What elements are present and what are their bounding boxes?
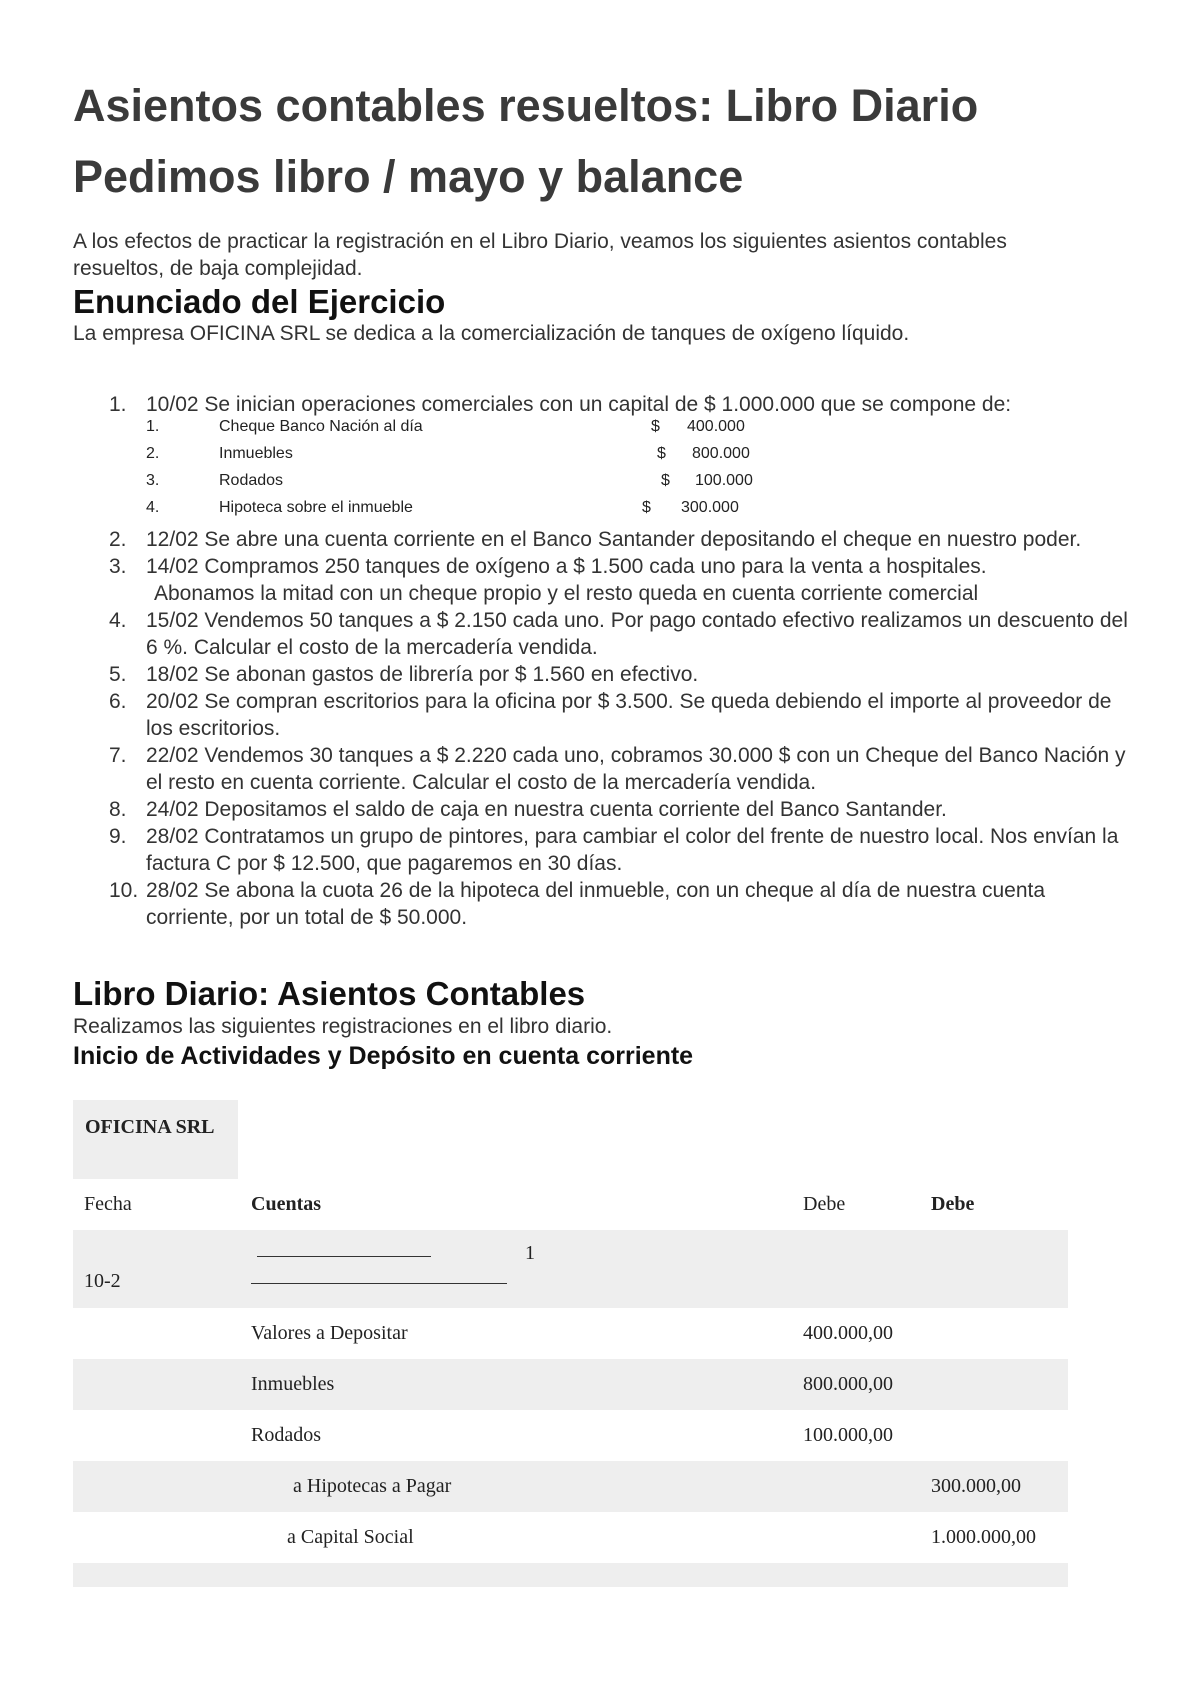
sub-item-currency: $ bbox=[642, 499, 651, 516]
entry-header-row bbox=[73, 1230, 1068, 1308]
diario-subheading: Inicio de Actividades y Depósito en cuenta corriente bbox=[73, 1042, 694, 1070]
list-item bbox=[73, 796, 1133, 823]
sub-item-currency: $ bbox=[657, 445, 666, 462]
sub-item bbox=[73, 418, 1133, 445]
row-debe: 800.000,00 bbox=[803, 1373, 893, 1395]
intro-paragraph: A los efectos de practicar la registración en el Libro Diario, veamos los siguientes asientos contables resueltos, de baja complejidad. bbox=[73, 230, 1007, 280]
list-item-text: 28/02 Se abona la cuota 26 de la hipoteca del inmueble, con un cheque al día de nuestra cuenta corriente, por un total de $ 50.000. bbox=[146, 879, 1046, 929]
company-name: OFICINA SRL bbox=[73, 1100, 238, 1179]
list-item-text: 22/02 Vendemos 30 tanques a $ 2.220 cada uno, cobramos 30.000 $ con un Cheque del Banco Nación y el resto en cuenta corriente. Calcular el costo de la mercadería vendida. bbox=[146, 744, 1126, 794]
sub-item bbox=[73, 445, 1133, 472]
list-item-text: 18/02 Se abonan gastos de librería por $ 1.560 en efectivo. bbox=[146, 663, 699, 686]
row-debe: 400.000,00 bbox=[803, 1322, 893, 1344]
exercise-list bbox=[73, 391, 1133, 931]
list-item-number: 10. bbox=[109, 879, 139, 902]
row-haber: 1.000.000,00 bbox=[931, 1526, 1036, 1548]
list-item-text-continued: Abonamos la mitad con un cheque propio y el resto queda en cuenta corriente comercial bbox=[154, 582, 979, 605]
sub-item-number: 4. bbox=[146, 499, 160, 516]
row-cuenta: Inmuebles bbox=[251, 1373, 335, 1395]
list-item-number: 9. bbox=[109, 825, 127, 848]
table-row bbox=[73, 1461, 1068, 1512]
row-cuenta: Rodados bbox=[251, 1424, 321, 1446]
table-row bbox=[73, 1512, 1068, 1563]
list-item-text: 10/02 Se inician operaciones comerciales con un capital de $ 1.000.000 que se compone de: bbox=[146, 393, 1012, 416]
entry-separator-line bbox=[251, 1283, 507, 1284]
sub-item-amount: 400.000 bbox=[687, 418, 745, 435]
list-item bbox=[73, 607, 1133, 661]
list-item bbox=[73, 526, 1133, 553]
table-row bbox=[73, 1308, 1068, 1359]
list-item-text: 14/02 Compramos 250 tanques de oxígeno a $ 1.500 cada uno para la venta a hospitales. bbox=[146, 555, 987, 578]
sub-item-number: 3. bbox=[146, 472, 160, 489]
list-item bbox=[73, 742, 1133, 796]
sub-item-label: Cheque Banco Nación al día bbox=[219, 418, 423, 435]
list-item-number: 7. bbox=[109, 744, 127, 767]
sub-item bbox=[73, 499, 1133, 526]
table-row bbox=[73, 1359, 1068, 1410]
list-item bbox=[73, 688, 1133, 742]
sub-item-label: Inmuebles bbox=[219, 445, 293, 462]
diario-text: Realizamos las siguientes registraciones en el libro diario. bbox=[73, 1015, 613, 1038]
entry-separator-line bbox=[257, 1256, 431, 1257]
journal-table bbox=[73, 1100, 1068, 1587]
row-debe: 100.000,00 bbox=[803, 1424, 893, 1446]
sub-item-currency: $ bbox=[661, 472, 670, 489]
page-subtitle: Pedimos libro / mayo y balance bbox=[73, 151, 744, 202]
list-item bbox=[73, 661, 1133, 688]
sub-item-amount: 100.000 bbox=[695, 472, 753, 489]
table-row-empty bbox=[73, 1563, 1068, 1587]
list-item-number: 4. bbox=[109, 609, 127, 632]
list-item-text: 15/02 Vendemos 50 tanques a $ 2.150 cada uno. Por pago contado efectivo realizamos un descuento del 6 %. Calcular el costo de la mercadería vendida. bbox=[146, 609, 1128, 659]
column-header-fecha: Fecha bbox=[84, 1193, 132, 1215]
list-item-text: 12/02 Se abre una cuenta corriente en el Banco Santander depositando el cheque en nuestro poder. bbox=[146, 528, 1082, 551]
list-item-text: 24/02 Depositamos el saldo de caja en nuestra cuenta corriente del Banco Santander. bbox=[146, 798, 947, 821]
list-item-text: 28/02 Contratamos un grupo de pintores, para cambiar el color del frente de nuestro local. Nos envían la factura C por $ 12.500, que pagaremos en 30 días. bbox=[146, 825, 1119, 875]
list-item bbox=[73, 877, 1133, 931]
row-cuenta: a Capital Social bbox=[287, 1526, 414, 1548]
list-item-number: 3. bbox=[109, 555, 127, 578]
document-body bbox=[73, 70, 1133, 1072]
sub-item-number: 2. bbox=[146, 445, 160, 462]
column-header-debe: Debe bbox=[803, 1193, 846, 1215]
sub-item bbox=[73, 472, 1133, 499]
page-title: Asientos contables resueltos: Libro Diario bbox=[73, 80, 979, 131]
sub-item-label: Rodados bbox=[219, 472, 284, 489]
list-item-text: 20/02 Se compran escritorios para la oficina por $ 3.500. Se queda debiendo el importe al proveedor de los escritorios. bbox=[146, 690, 1112, 740]
list-item-number: 5. bbox=[109, 663, 127, 686]
sub-item-label: Hipoteca sobre el inmueble bbox=[219, 499, 413, 516]
entry-number: 1 bbox=[525, 1242, 535, 1264]
list-item-number: 6. bbox=[109, 690, 127, 713]
sub-item-amount: 300.000 bbox=[681, 499, 739, 516]
enunciado-heading: Enunciado del Ejercicio bbox=[73, 283, 446, 320]
enunciado-text: La empresa OFICINA SRL se dedica a la comercialización de tanques de oxígeno líquido. bbox=[73, 322, 910, 345]
sub-item-number: 1. bbox=[146, 418, 160, 435]
list-item-number: 2. bbox=[109, 528, 127, 551]
table-row bbox=[73, 1410, 1068, 1461]
list-item-number: 1. bbox=[109, 393, 127, 416]
row-cuenta: a Hipotecas a Pagar bbox=[293, 1475, 452, 1497]
list-item-number: 8. bbox=[109, 798, 127, 821]
sub-item-currency: $ bbox=[651, 418, 660, 435]
row-cuenta: Valores a Depositar bbox=[251, 1322, 408, 1344]
entry-date: 10-2 bbox=[84, 1270, 121, 1292]
column-header-cuentas: Cuentas bbox=[251, 1193, 322, 1215]
list-item bbox=[73, 391, 1133, 418]
column-header-haber: Debe bbox=[931, 1193, 975, 1215]
list-item bbox=[73, 823, 1133, 877]
row-haber: 300.000,00 bbox=[931, 1475, 1021, 1497]
sub-item-amount: 800.000 bbox=[692, 445, 750, 462]
list-item bbox=[73, 553, 1133, 607]
diario-heading: Libro Diario: Asientos Contables bbox=[73, 975, 586, 1012]
table-header bbox=[73, 1179, 1068, 1230]
